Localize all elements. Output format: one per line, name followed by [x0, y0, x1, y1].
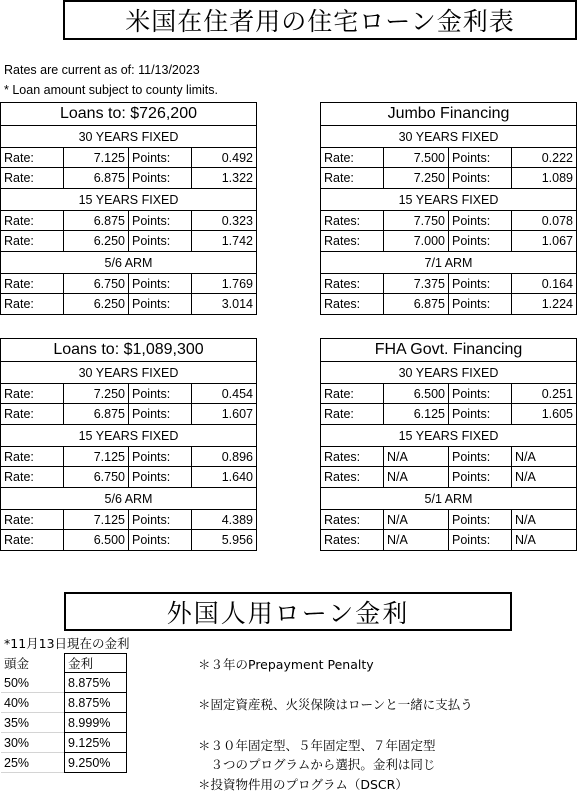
points-value: 0.323	[221, 213, 253, 228]
table-row	[320, 294, 577, 315]
points-label: Points:	[449, 211, 512, 230]
page-title: 米国在住者用の住宅ローン金利表	[63, 0, 577, 40]
points-label: Points:	[449, 530, 512, 550]
rates-as-of-note: Rates are current as of: 11/13/2023	[4, 63, 200, 77]
points-value: 5.956	[221, 533, 253, 547]
points-label: Points:	[449, 274, 512, 293]
term-label: 30 YEARS FIXED	[320, 126, 577, 147]
points-label: Points:	[449, 384, 512, 403]
points-value: 1.769	[221, 276, 253, 291]
loan-limit-note: * Loan amount subject to county limits.	[4, 83, 219, 97]
down-payment-cell: 50%	[1, 673, 64, 693]
section-header: FHA Govt. Financing	[320, 338, 577, 362]
rate-label: Rate:	[1, 274, 64, 293]
rate-label: Rate:	[321, 148, 384, 167]
interest-rate-cell: 9.250%	[64, 753, 127, 773]
rate-value: 7.500	[384, 148, 449, 167]
rate-value: 7.000	[384, 231, 449, 251]
rate-label: Rates:	[321, 467, 384, 487]
rate-label: Rate:	[321, 168, 384, 188]
table-row	[320, 509, 577, 530]
foreign-loan-title: 外国人用ローン金利	[64, 592, 512, 631]
table-row	[0, 168, 257, 189]
points-label: Points:	[129, 148, 192, 167]
points-value: N/A	[515, 449, 536, 464]
points-value: 1.640	[221, 470, 253, 484]
rate-value: 6.875	[64, 168, 129, 188]
rate-value: 6.875	[64, 211, 129, 230]
term-label: 5/6 ARM	[0, 252, 257, 273]
rate-label: Rate:	[1, 231, 64, 251]
points-value: 0.222	[541, 150, 573, 165]
rate-value: N/A	[384, 530, 449, 550]
down-payment-cell: 35%	[1, 713, 64, 733]
table-row	[320, 467, 577, 488]
down-payment-cell: 40%	[1, 693, 64, 713]
rate-label: Rate:	[321, 384, 384, 403]
points-value: N/A	[515, 470, 536, 484]
points-label: Points:	[129, 274, 192, 293]
table-row	[0, 210, 257, 231]
points-value: 0.251	[541, 386, 573, 401]
down-payment-cell: 30%	[1, 733, 64, 753]
points-label: Points:	[449, 294, 512, 314]
investment-program-note: ＊投資物件用のプログラム（DSCR）	[198, 777, 408, 792]
rate-value: 6.250	[64, 231, 129, 251]
points-value: 4.389	[221, 512, 253, 527]
rate-label: Rates:	[321, 447, 384, 466]
term-label: 15 YEARS FIXED	[320, 425, 577, 446]
table-row	[320, 404, 577, 425]
points-value: 1.605	[541, 407, 573, 421]
down-payment-cell: 25%	[1, 753, 64, 773]
points-value: 0.492	[221, 150, 253, 165]
points-value: 1.607	[221, 407, 253, 421]
table-row	[0, 467, 257, 488]
table-row	[320, 231, 577, 252]
points-value: 0.896	[221, 449, 253, 464]
table-row	[0, 294, 257, 315]
foreign-rate-table	[1, 653, 127, 773]
points-label: Points:	[129, 211, 192, 230]
points-label: Points:	[129, 231, 192, 251]
program-types-note: ＊３０年固定型、５年固定型、７年固定型	[198, 738, 436, 753]
section-header: Jumbo Financing	[320, 102, 577, 126]
table-row	[0, 446, 257, 467]
rate-label: Rate:	[1, 384, 64, 403]
rate-value: 7.125	[64, 148, 129, 167]
interest-rate-header: 金利	[64, 653, 127, 673]
table-row	[320, 530, 577, 551]
interest-rate-cell: 8.875%	[64, 673, 127, 693]
term-label: 15 YEARS FIXED	[0, 425, 257, 446]
table-row	[1, 733, 127, 753]
prepayment-note: ＊３年のPrepayment Penalty	[198, 657, 374, 672]
term-label: 5/6 ARM	[0, 488, 257, 509]
rate-label: Rate:	[1, 404, 64, 424]
rate-label: Rate:	[1, 294, 64, 314]
rate-value: 6.750	[64, 467, 129, 487]
rate-value: 7.375	[384, 274, 449, 293]
table-row	[0, 231, 257, 252]
term-label: 15 YEARS FIXED	[0, 189, 257, 210]
points-label: Points:	[449, 467, 512, 487]
interest-rate-cell: 9.125%	[64, 733, 127, 753]
term-label: 5/1 ARM	[320, 488, 577, 509]
rate-label: Rates:	[321, 274, 384, 293]
rate-label: Rate:	[1, 148, 64, 167]
table-row	[320, 383, 577, 404]
rate-label: Rate:	[1, 211, 64, 230]
rate-label: Rates:	[321, 211, 384, 230]
rate-value: 6.750	[64, 274, 129, 293]
points-value: 1.224	[541, 297, 573, 311]
section-header: Loans to: $1,089,300	[0, 338, 257, 362]
points-value: N/A	[515, 512, 536, 527]
table-row	[0, 383, 257, 404]
rate-value: 6.875	[384, 294, 449, 314]
table-row	[320, 210, 577, 231]
rate-value: 6.250	[64, 294, 129, 314]
rate-value: 7.125	[64, 510, 129, 529]
points-value: 1.742	[221, 234, 253, 248]
points-label: Points:	[449, 404, 512, 424]
points-label: Points:	[129, 294, 192, 314]
interest-rate-cell: 8.875%	[64, 693, 127, 713]
points-label: Points:	[129, 404, 192, 424]
rate-value: N/A	[384, 510, 449, 529]
rate-value: 6.875	[64, 404, 129, 424]
points-label: Points:	[129, 447, 192, 466]
rate-label: Rate:	[321, 404, 384, 424]
points-value: 1.089	[541, 171, 573, 185]
program-choice-note: ３つのプログラムから選択。金利は同じ	[198, 757, 436, 772]
rate-label: Rates:	[321, 231, 384, 251]
table-row	[0, 273, 257, 294]
rate-value: 6.500	[384, 384, 449, 403]
table-row	[1, 753, 127, 773]
section-header: Loans to: $726,200	[0, 102, 257, 126]
table-row	[1, 673, 127, 693]
term-label: 15 YEARS FIXED	[320, 189, 577, 210]
points-value: 1.322	[221, 171, 253, 185]
rate-value: N/A	[384, 447, 449, 466]
table-header-row	[1, 653, 127, 673]
table-row	[0, 530, 257, 551]
rate-label: Rate:	[1, 447, 64, 466]
section-conforming-loans	[0, 102, 257, 315]
rate-value: 7.250	[64, 384, 129, 403]
table-row	[320, 273, 577, 294]
points-value: 0.454	[221, 386, 253, 401]
table-row	[1, 713, 127, 733]
rate-value: N/A	[384, 467, 449, 487]
points-value: 0.164	[541, 276, 573, 291]
section-fha-financing	[320, 338, 577, 551]
table-row	[0, 404, 257, 425]
table-row	[1, 693, 127, 713]
points-label: Points:	[449, 447, 512, 466]
points-label: Points:	[449, 168, 512, 188]
rate-label: Rate:	[1, 510, 64, 529]
down-payment-header: 頭金	[4, 657, 30, 671]
points-label: Points:	[129, 467, 192, 487]
rate-value: 6.125	[384, 404, 449, 424]
points-label: Points:	[129, 530, 192, 550]
rate-value: 7.125	[64, 447, 129, 466]
points-value: 3.014	[221, 297, 253, 311]
rate-label: Rate:	[1, 467, 64, 487]
points-label: Points:	[129, 384, 192, 403]
points-label: Points:	[449, 231, 512, 251]
term-label: 30 YEARS FIXED	[0, 126, 257, 147]
term-label: 7/1 ARM	[320, 252, 577, 273]
points-label: Points:	[129, 168, 192, 188]
term-label: 30 YEARS FIXED	[0, 362, 257, 383]
section-jumbo-financing	[320, 102, 577, 315]
table-row	[320, 446, 577, 467]
section-high-balance-loans	[0, 338, 257, 551]
table-row	[0, 509, 257, 530]
rate-value: 6.500	[64, 530, 129, 550]
points-value: 0.078	[541, 213, 573, 228]
table-row	[320, 147, 577, 168]
tax-insurance-note: ＊固定資産税、火災保険はローンと一緒に支払う	[198, 697, 473, 712]
rate-value: 7.750	[384, 211, 449, 230]
rate-label: Rate:	[1, 530, 64, 550]
term-label: 30 YEARS FIXED	[320, 362, 577, 383]
points-label: Points:	[449, 148, 512, 167]
table-row	[320, 168, 577, 189]
rate-value: 7.250	[384, 168, 449, 188]
points-value: N/A	[515, 533, 536, 547]
table-row	[0, 147, 257, 168]
points-label: Points:	[449, 510, 512, 529]
foreign-as-of-note: *11月13日現在の金利	[4, 636, 130, 651]
points-value: 1.067	[541, 234, 573, 248]
rate-label: Rates:	[321, 510, 384, 529]
rate-label: Rates:	[321, 294, 384, 314]
rate-label: Rate:	[1, 168, 64, 188]
interest-rate-cell: 8.999%	[64, 713, 127, 733]
rate-label: Rates:	[321, 530, 384, 550]
points-label: Points:	[129, 510, 192, 529]
